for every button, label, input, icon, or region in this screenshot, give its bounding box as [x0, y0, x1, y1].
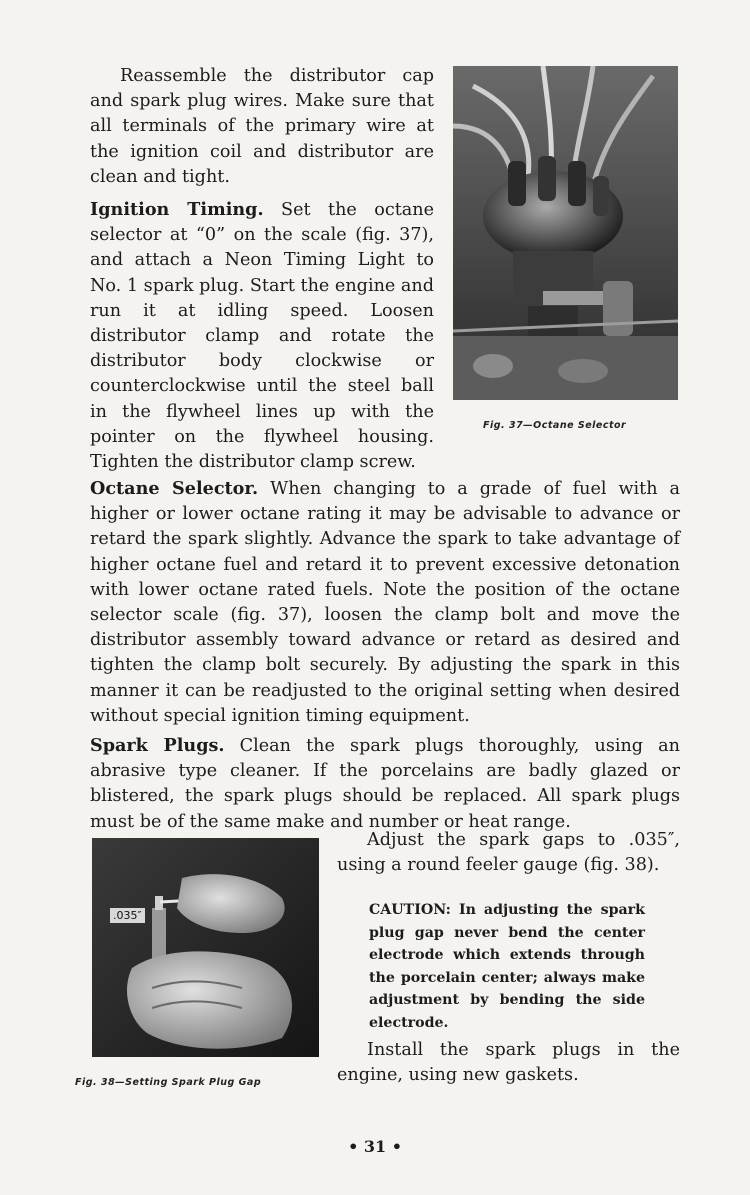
- octane-selector-text: When changing to a grade of fuel with a higher or lower octane rating it may be advisable to advance or retard the spark slightly. Advance the spark to take advantage of higher octane fuel and retard it to prevent excessive detonation with lower octane rated fuels. Note the position of the octane selector scale (fig. 37), loosen the clamp bolt and move the distributor assembly toward advance or retard as desired and tighten the clamp bolt securely. By adjusting the spark in this manner it can be readjusted to the original setting when desired without special ignition timing equipment.: [90, 479, 680, 726]
- figure-38-caption: Fig. 38—Setting Spark Plug Gap: [75, 1077, 262, 1088]
- figure-37-distributor-photo: [453, 66, 678, 400]
- paragraph-octane-selector: [90, 476, 680, 729]
- figure-37-caption: Fig. 37—Octane Selector: [483, 420, 627, 431]
- paragraph-adjust-gap: Adjust the spark gaps to .035″, using a round feeler gauge (fig. 38).: [337, 830, 680, 876]
- page-number: • 31 •: [348, 1137, 402, 1156]
- paragraph-reassemble: Reassemble the distributor cap and spark plug wires. Make sure that all terminals of the primary wire at the ignition coil and distributor are clean and tight.: [90, 66, 434, 187]
- paragraph-ignition-timing: [90, 197, 434, 475]
- heading-octane-selector: Octane Selector.: [90, 478, 259, 499]
- caution-note: CAUTION: In adjusting the spark plug gap never bend the center electrode which extends through the porcelain center; always make adjustment by bending the side electrode.: [369, 902, 645, 1031]
- figure-38-gap-photo: [92, 838, 319, 1057]
- heading-ignition-timing: Ignition Timing.: [90, 199, 264, 220]
- gap-spec-label: .035″: [110, 908, 145, 923]
- ignition-timing-text: Set the octane selector at “0” on the scale (fig. 37), and attach a Neon Timing Light to No. 1 spark plug. Start the engine and run it at idling speed. Loosen distributor clamp and rotate the distributor body clockwise or counterclockwise until the steel ball in the flywheel lines up with the pointer on the flywheel housing. Tighten the distributor clamp screw.: [90, 200, 435, 473]
- distributor-engine-illustration: [453, 66, 678, 400]
- hands-feeler-gauge-illustration: [92, 838, 319, 1057]
- heading-spark-plugs: Spark Plugs.: [90, 735, 225, 756]
- paragraph-spark-plugs: [90, 733, 680, 835]
- paragraph-install: Install the spark plugs in the engine, using new gaskets.: [337, 1040, 680, 1086]
- spark-plugs-text: Clean the spark plugs thoroughly, using an abrasive type cleaner. If the porcelains are badly glazed or blistered, the spark plugs should be replaced. All spark plugs must be of the same make and number or heat range.: [90, 736, 681, 832]
